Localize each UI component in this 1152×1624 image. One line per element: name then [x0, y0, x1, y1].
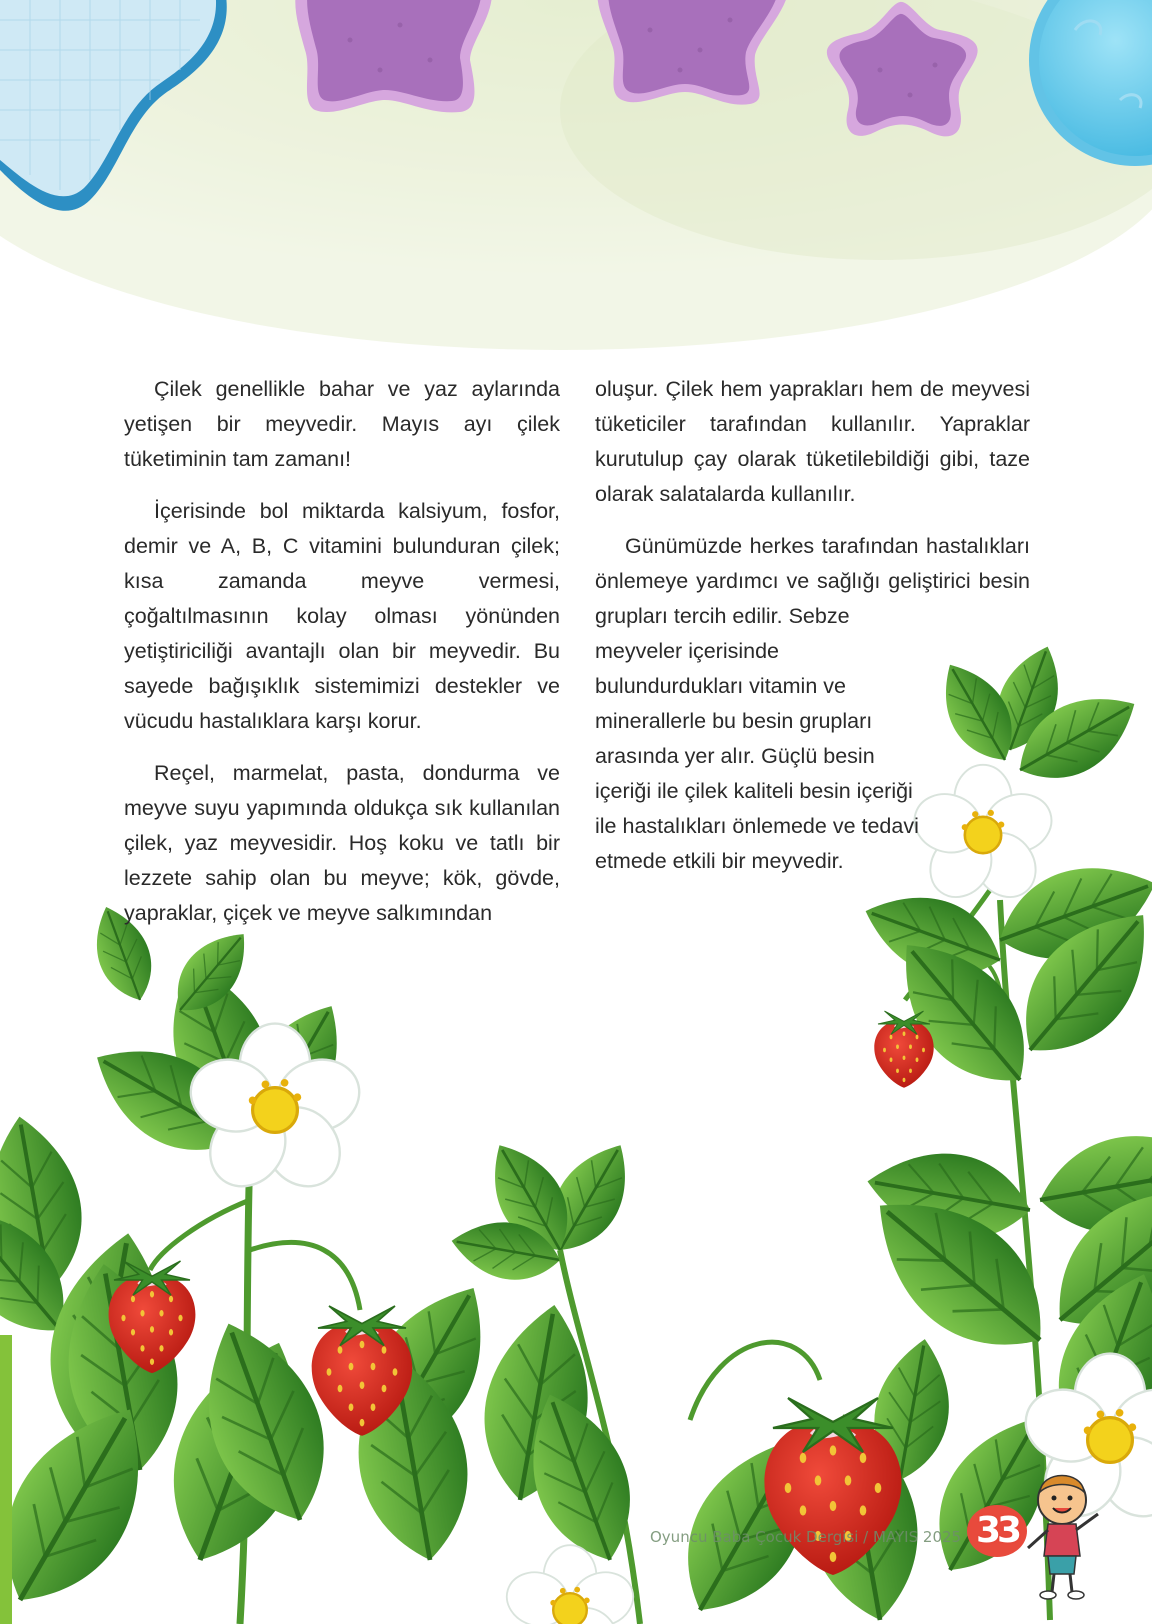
- paragraph: meyveler içerisinde bulundurdukları vitamin ve minerallerle bu besin grupları arasında yer alır. Güçlü besin içeriği ile çilek kaliteli besin içeriği ile hastalıkları önlemede ve tedavi etmede etkili bir meyvedir.: [595, 639, 919, 873]
- page-number: 33: [975, 1510, 1019, 1551]
- paragraph: Çilek genellikle bahar ve yaz aylarında yetişen bir meyvedir. Mayıs ayı çilek tüketiminin tam zamanı!: [124, 377, 560, 471]
- article-left-column: [124, 372, 560, 948]
- article-right-column: [595, 372, 1030, 896]
- paragraph: İçerisinde bol miktarda kalsiyum, fosfor, demir ve A, B, C vitamini bulunduran çilek; kısa zamanda meyve vermesi, çoğaltılmasının kolay olması yönünden yetiştiriciliği avantajlı olan bir meyvedir. Bu sayede bağışıklık sistemimizi destekler ve vücudu hastalıklara karşı korur.: [124, 499, 560, 733]
- magazine-footer: Oyuncu Baba Çocuk Dergisi / MAYIS 2025: [650, 1528, 962, 1546]
- white-flower-icon: [500, 1545, 640, 1624]
- strawberry-plant-left: [0, 898, 515, 1624]
- strawberry-icon: [874, 1011, 933, 1088]
- paragraph: Reçel, marmelat, pasta, dondurma ve meyve suyu yapımında oldukça sık kullanılan çilek, yaz meyvesidir. Hoş koku ve tatlı bir lezzete sahip olan bu meyve; kök, gövde, yapraklar, çiçek ve meyve salkımından: [124, 761, 560, 925]
- paragraph: oluşur. Çilek hem yaprakları hem de meyvesi tüketiciler tarafından kullanılır. Yapraklar kurutulup çay olarak tüketilebildiği gibi, taze olarak salatalarda kullanılır.: [595, 377, 1030, 506]
- paragraph: Günümüzde herkes tarafından hastalıkları önlemeye yardımcı ve sağlığı geliştirici besin grupları tercih edilir. Sebze: [595, 534, 1030, 628]
